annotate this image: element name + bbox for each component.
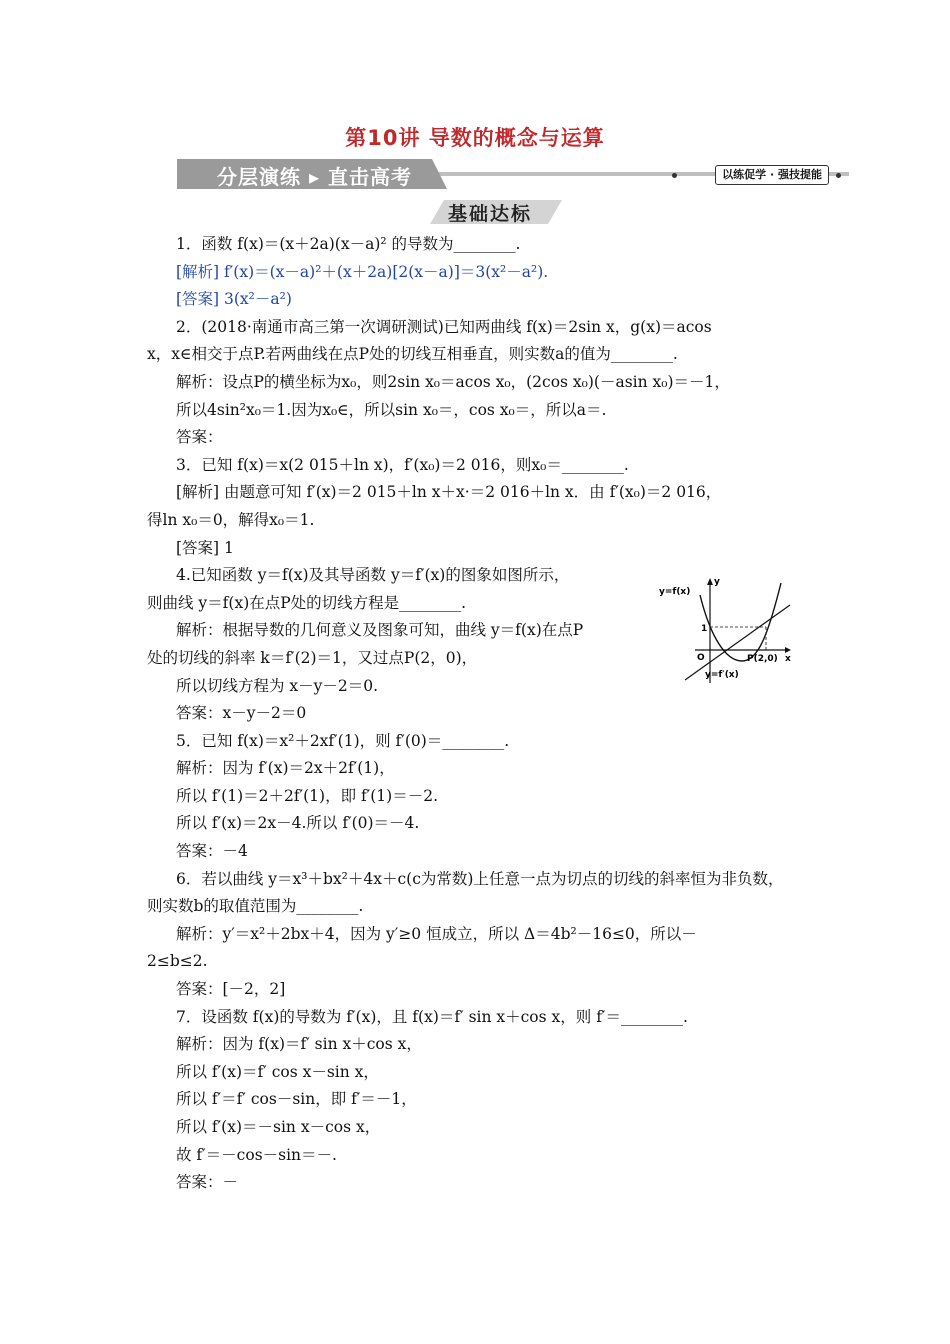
q6-analysis-line1: 解析：y′＝x²＋2bx＋4，因为 y′≥0 恒成立，所以 Δ＝4b²－16≤0，所以－ [176,924,697,943]
q6-analysis-line2: 2≤b≤2. [147,952,208,971]
q1-question: 1．函数 f(x)＝(x＋2a)(x－a)² 的导数为________. [176,235,521,253]
label-point-p: P(2,0) [747,654,778,664]
q7-analysis-line1: 解析：因为 f(x)＝f′ sin x＋cos x， [176,1035,422,1054]
section-heading [420,198,562,224]
x-axis-arrow-icon [785,647,791,653]
q4-question-line2: 则曲线 y＝f(x)在点P处的切线方程是________. [147,593,467,612]
q2-analysis-line1: 解析：设点P的横坐标为x₀，则2sin x₀＝acos x₀，(2cos x₀)(－asin x₀)＝－1， [176,372,730,391]
banner-dot-icon [836,173,841,178]
q4-answer: 答案：x－y－2＝0 [176,704,307,723]
q5-analysis-line1: 解析：因为 f′(x)＝2x＋2f′(1)， [176,759,395,778]
q2-answer: 答案： [176,428,223,447]
section-banner [177,159,849,189]
y-axis-arrow-icon [707,578,713,585]
section-heading-text: 基础达标 [448,203,533,225]
label-one: 1 [701,624,708,634]
fprime-line [685,605,790,680]
banner-left-text: 分层演练 ▸ 直击高考 [217,165,412,189]
label-y: y [714,577,720,587]
q4-analysis-line2: 处的切线的斜率 k＝f′(2)＝1，又过点P(2，0)， [147,648,478,667]
banner-right-tag: 以练促学 · 强技提能 [715,165,829,185]
q6-question-line2: 则实数b的取值范围为________. [147,897,364,916]
q5-answer: 答案：－4 [176,842,248,861]
f-curve [700,583,781,661]
q7-question: 7．设函数 f(x)的导数为 f′(x)，且 f(x)＝f′ sin x＋cos x，则 f′＝________. [176,1007,688,1026]
q7-analysis-line5: 故 f′＝－cos－sin＝－. [176,1145,337,1164]
q3-question: 3．已知 f(x)＝x(2 015＋ln x)，f′(x₀)＝2 016，则x₀＝________. [176,455,629,474]
q1-answer: [答案] 3(x²－a²) [176,290,292,309]
q6-question-line1: 6．若以曲线 y＝x³＋bx²＋4x＋c(c为常数)上任意一点为切点的切线的斜率恒为非负数， [176,869,784,888]
q7-analysis-line4: 所以 f′(x)＝－sin x－cos x， [176,1118,381,1136]
q2-analysis-line2: 所以4sin²x₀＝1.因为x₀∈，所以sin x₀＝，cos x₀＝，所以a＝. [176,400,607,419]
page-title: 第10讲 导数的概念与运算 [345,126,605,150]
q7-answer: 答案：－ [176,1173,239,1192]
label-origin: O [697,653,705,663]
label-fprime: y=f′(x) [705,670,739,680]
q4-question-line1: 4.已知函数 y＝f(x)及其导函数 y＝f′(x)的图象如图所示， [176,566,570,585]
q5-question: 5．已知 f(x)＝x²＋2xf′(1)，则 f′(0)＝________. [176,731,510,750]
q6-answer: 答案：[－2，2] [176,980,286,999]
q7-analysis-line2: 所以 f′(x)＝f′ cos x－sin x， [176,1062,379,1081]
label-x: x [785,654,791,664]
function-graph-figure [655,575,805,685]
q2-question-line1: 2．(2018·南通市高三第一次调研测试)已知两曲线 f(x)＝2sin x，g(x)＝acos [176,317,712,336]
banner-dot-icon [672,173,677,178]
q3-answer: [答案] 1 [176,538,234,557]
q4-analysis-line1: 解析：根据导数的几何意义及图象可知，曲线 y＝f(x)在点P [176,621,584,640]
q5-analysis-line3: 所以 f′(x)＝2x－4.所以 f′(0)＝－4. [176,814,420,833]
q7-analysis-line3: 所以 f′＝f′ cos－sin，即 f′＝－1， [176,1090,417,1109]
q4-analysis-line3: 所以切线方程为 x－y－2＝0. [176,676,379,695]
q1-analysis: [解析] f′(x)＝(x－a)²＋(x＋2a)[2(x－a)]＝3(x²－a²). [176,262,549,281]
q3-analysis-line1: [解析] 由题意可知 f′(x)＝2 015＋ln x＋x·＝2 016＋ln x．由 f′(x₀)＝2 016， [176,483,722,502]
q5-analysis-line2: 所以 f′(1)＝2＋2f′(1)，即 f′(1)＝－2. [176,786,439,805]
q3-analysis-line2: 得ln x₀＝0，解得x₀＝1. [147,510,315,529]
label-f: y=f(x) [659,587,691,597]
exercise-content [147,231,809,1197]
q2-question-line2: x，x∈相交于点P.若两曲线在点P处的切线互相垂直，则实数a的值为________. [147,345,678,364]
